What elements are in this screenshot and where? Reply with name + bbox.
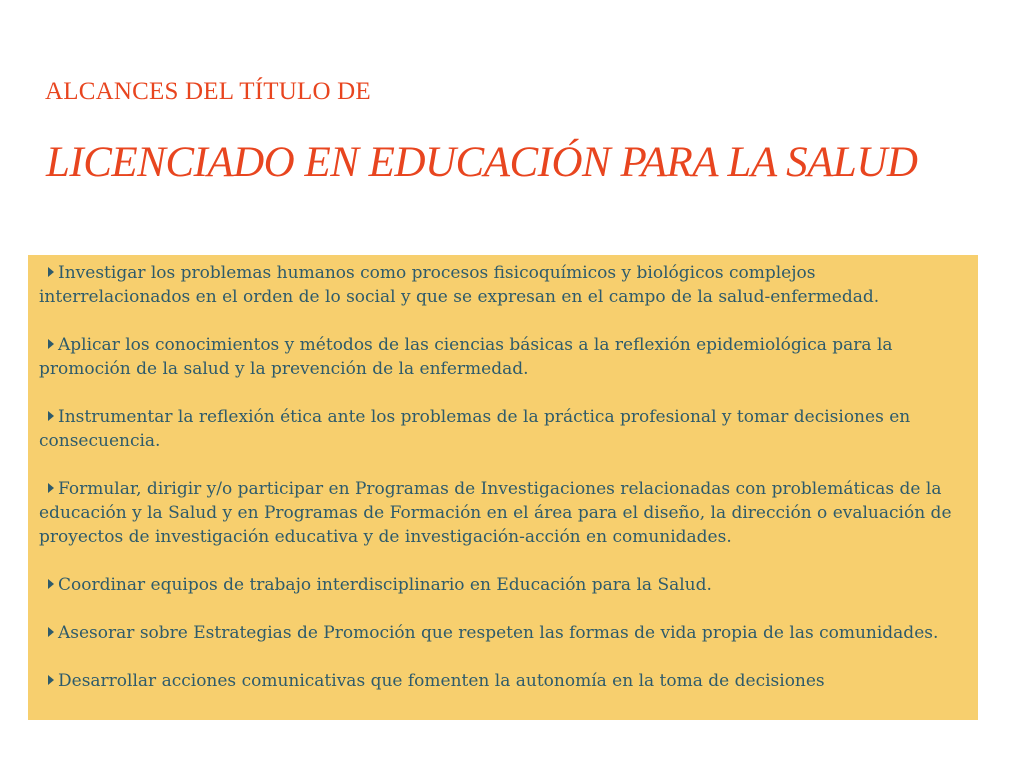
triangle-right-icon (48, 339, 54, 349)
triangle-right-icon (48, 579, 54, 589)
list-item-text: Formular, dirigir y/o participar en Programas de Investigaciones relacionadas con problemáticas de la educación y la Salud y en Programas de Formación en el área para el diseño, la dirección o evaluación de proyectos de investigación educativa y de investigación-acción en comunidades. (39, 479, 952, 547)
list-item (39, 261, 970, 309)
triangle-right-icon (48, 267, 54, 277)
list-item (39, 621, 970, 645)
list-item (39, 669, 970, 693)
list-item-text: Coordinar equipos de trabajo interdisciplinario en Educación para la Salud. (58, 575, 712, 595)
list-item-text: Desarrollar acciones comunicativas que fomenten la autonomía en la toma de decisiones (58, 671, 825, 691)
list-item (39, 333, 970, 381)
slide-subtitle: ALCANCES DEL TÍTULO DE (45, 78, 371, 105)
list-item (39, 477, 970, 549)
list-item-text: Investigar los problemas humanos como procesos fisicoquímicos y biológicos complejos interrelacionados en el orden de lo social y que se expresan en el campo de la salud-enfermedad. (39, 263, 880, 307)
triangle-right-icon (48, 675, 54, 685)
list-item (39, 573, 970, 597)
triangle-right-icon (48, 483, 54, 493)
list-item-text: Instrumentar la reflexión ética ante los problemas de la práctica profesional y tomar decisiones en consecuencia. (39, 407, 911, 451)
list-item-text: Aplicar los conocimientos y métodos de las ciencias básicas a la reflexión epidemiológica para la promoción de la salud y la prevención de la enfermedad. (39, 335, 893, 379)
content-box (28, 255, 978, 720)
list-item-text: Asesorar sobre Estrategias de Promoción que respeten las formas de vida propia de las comunidades. (58, 623, 939, 643)
list-item (39, 405, 970, 453)
triangle-right-icon (48, 627, 54, 637)
slide-title: LICENCIADO EN EDUCACIÓN PARA LA SALUD (46, 139, 918, 186)
triangle-right-icon (48, 411, 54, 421)
